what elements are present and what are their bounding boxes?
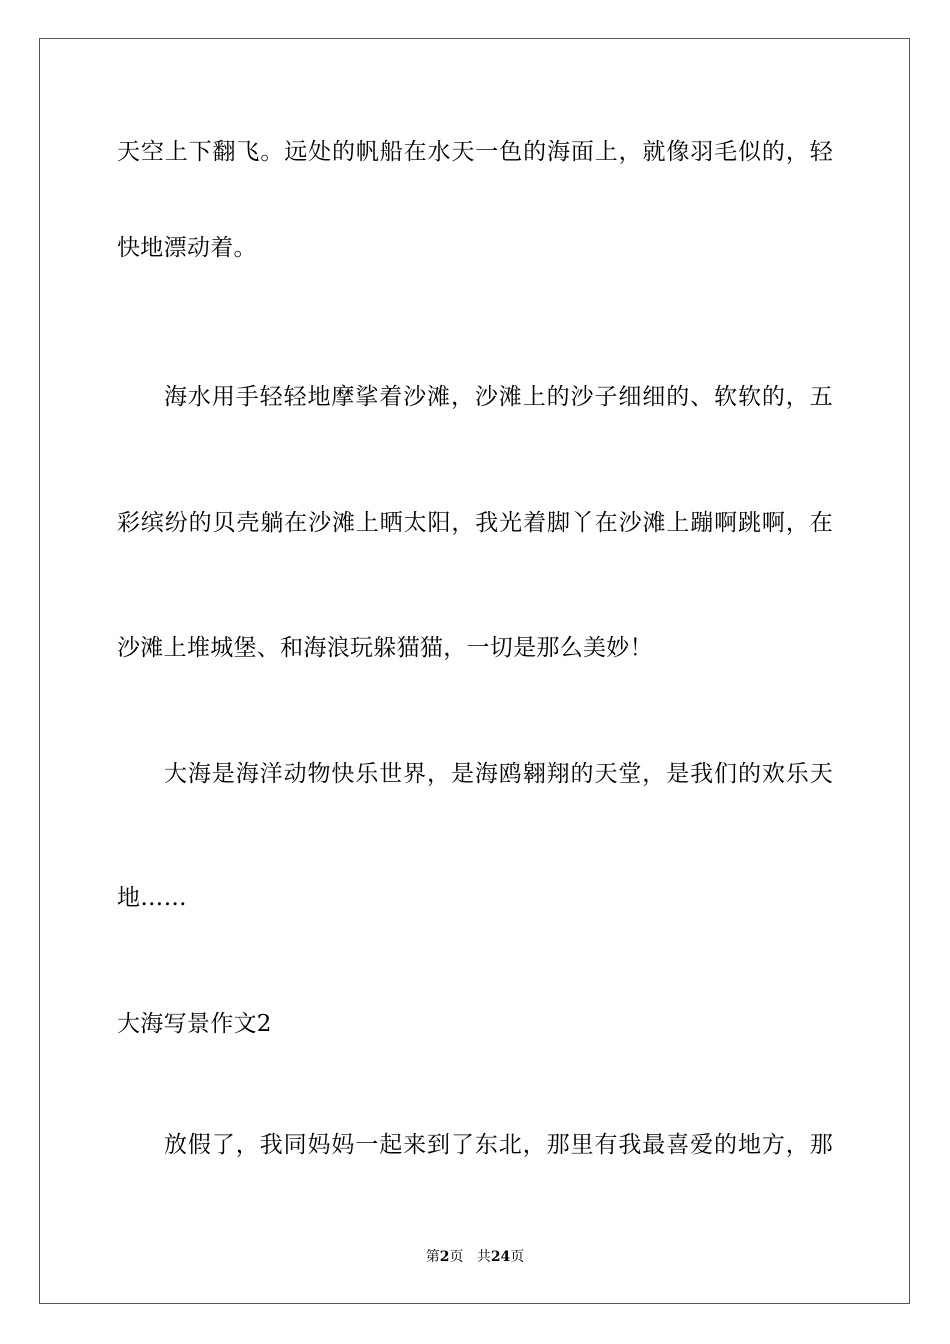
text-line: 快地漂动着。 bbox=[117, 235, 257, 261]
text-line: 地…… bbox=[117, 885, 187, 911]
text-line: 海水用手轻轻地摩挲着沙滩，沙滩上的沙子细细的、软软的，五 bbox=[164, 384, 833, 410]
footer-total-suffix: 页 bbox=[510, 1249, 525, 1265]
footer-total-prefix: 共 bbox=[476, 1249, 491, 1265]
footer-page-number: 2 bbox=[439, 1249, 450, 1265]
text-line: 沙滩上堆城堡、和海浪玩躲猫猫，一切是那么美妙！ bbox=[117, 635, 653, 661]
text-line: 放假了，我同妈妈一起来到了东北，那里有我最喜爱的地方，那 bbox=[164, 1132, 833, 1158]
page-border bbox=[39, 38, 910, 1304]
text-line: 大海是海洋动物快乐世界，是海鸥翱翔的天堂，是我们的欢乐天 bbox=[164, 761, 833, 787]
footer-page-suffix: 页 bbox=[449, 1249, 464, 1265]
text-line: 彩缤纷的贝壳躺在沙滩上晒太阳，我光着脚丫在沙滩上蹦啊跳啊，在 bbox=[117, 510, 833, 536]
footer-total-pages: 24 bbox=[490, 1249, 511, 1265]
page-footer bbox=[0, 1248, 950, 1266]
section-heading: 大海写景作文2 bbox=[117, 1011, 272, 1037]
footer-page-prefix: 第 bbox=[425, 1249, 440, 1265]
text-line: 天空上下翻飞。远处的帆船在水天一色的海面上，就像羽毛似的，轻 bbox=[117, 139, 833, 165]
